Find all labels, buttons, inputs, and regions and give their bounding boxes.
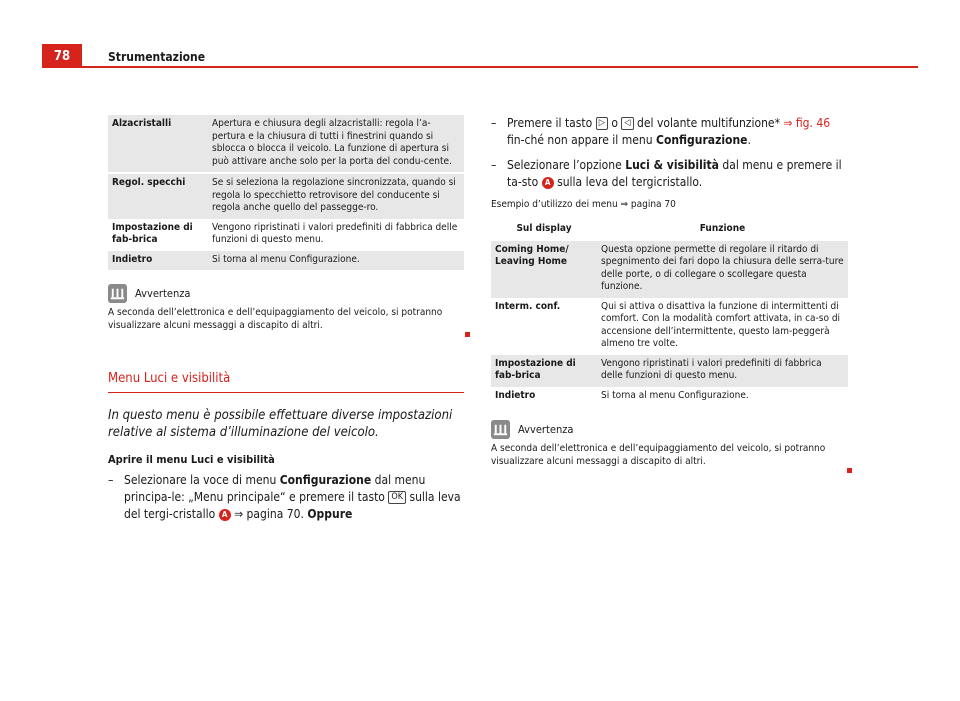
note-icon [491,420,510,439]
row-value: Questa opzione permette di regolare il ritardo di spegnimento dei fari dopo la chiusura delle serra-ture delle porte, o di collegare o scollegare questa funzione. [601,243,844,292]
table-row [491,298,848,355]
ok-key-icon: OK [388,491,406,504]
step-text: sulla leva del tergi-cristallo [124,490,461,521]
figure-link[interactable]: ⇒ fig. 46 [783,116,831,130]
row-value: Si torna al menu Configurazione. [601,389,749,401]
subheading: Aprire il menu Luci e visibilità [108,453,275,466]
left-settings-table [108,115,464,270]
row-value: Vengono ripristinati i valori predefiniti di fabbrica delle funzioni di questo menu. [601,357,822,381]
table-row [108,173,464,219]
row-value: Apertura e chiusura degli alzacristalli: regola l’a-pertura e la chiusura di tutti i finestrini quando si sblocca o blocca il veicolo. La funzione di apertura si può attivare anche solo per la porta del condu-cente. [212,118,452,167]
row-key: Indietro [112,253,153,265]
column-header: Sul display [516,223,572,234]
warning-title: Avvertenza [135,287,191,300]
warning-note [108,284,464,341]
lever-a-badge: A [542,177,554,189]
step-bold: Oppure [307,507,353,521]
row-value: Qui si attiva o disattiva la funzione di intermittenti di comfort. Con la modalità comfort attivata, in ca-so di accensione dell’intermittente, questo lam-peggerà almeno tre volte. [601,300,841,349]
chapter-title: Strumentazione [108,50,206,64]
steps-list [108,472,464,523]
lights-menu-table [491,220,848,406]
step-text: fin-ché non appare il menu [507,133,657,147]
step-bold: Configurazione [656,133,748,147]
table-row [108,115,464,173]
list-item: – Selezionare l’opzione Luci & visibilità dal menu e premere il ta-sto A sulla leva del tergicristallo. [491,158,842,189]
row-value: Vengono ripristinati i valori predefiniti di fabbrica delle funzioni di questo menu. [212,221,458,245]
lever-a-badge: A [219,509,231,521]
row-key: Impostazione di fab-brica [112,221,193,245]
step-text: Selezionare la voce di menu [124,473,280,487]
left-column [108,115,464,531]
step-text: . [747,133,751,147]
step-text: ⇒ pagina 70. [230,507,308,521]
table-row [491,241,848,298]
end-square-icon [465,332,470,337]
warning-text: A seconda dell’elettronica e dell’equipaggiamento del veicolo, si potranno visualizzare alcuni messaggi a discapito di altri. [491,443,826,467]
left-arrow-key-icon: ◁ [621,117,633,130]
step-text: Premere il tasto [507,116,596,130]
note-icon [108,284,127,303]
table-row [491,387,848,407]
step-bold: Configurazione [279,473,372,487]
step-text: sulla leva del tergicristallo. [553,175,703,189]
row-key: Interm. conf. [495,300,561,312]
warning-title: Avvertenza [518,423,574,436]
step-text: dal menu principa-le: „Menu principale“ e premere il tasto [124,473,426,504]
step-text: del volante multifunzione* [633,116,784,130]
row-value: Se si seleziona la regolazione sincronizzata, quando si regola lo specchietto retrovisore del conducente si regola anche quello del passegge-ro. [212,177,456,213]
step-text: Selezionare l’opzione [507,158,626,172]
row-value: Si torna al menu Configurazione. [212,253,360,265]
right-column [491,115,848,477]
step-text: o [607,116,622,130]
table-row [491,355,848,387]
row-key: Regol. specchi [112,177,186,188]
right-arrow-key-icon: ▷ [596,117,608,130]
row-key: Indietro [495,389,536,401]
row-key: Impostazione di fab-brica [495,357,576,381]
section-intro: In questo menu è possibile effettuare diverse impostazioni relative al sistema d’illuminazione del veicolo. [108,408,453,440]
page-number: 78 [42,44,82,68]
column-header: Funzione [699,223,746,234]
end-square-icon [847,468,852,473]
list-item: – Premere il tasto ▷ o ◁ del volante multifunzione* ⇒ fig. 46 fin-ché non appare il menu Configurazione. [491,116,831,147]
table-header-row [491,220,848,241]
section-title: Menu Luci e visibilità [108,371,464,393]
warning-note [491,420,848,477]
table-row [108,219,464,251]
row-key: Alzacristalli [112,118,172,129]
step-text: dal menu e premere il ta-sto [507,158,842,189]
step-bold: Luci & visibilità [625,158,719,172]
list-item: – Selezionare la voce di menu Configurazione dal menu principa-le: „Menu principale“ e premere il tasto OK sulla leva del tergi-cristallo A ⇒ pagina 70. Oppure [108,473,461,521]
table-row [108,251,464,271]
example-reference: Esempio d’utilizzo dei menu ⇒ pagina 70 [491,199,676,210]
row-key: Coming Home/ Leaving Home [495,243,569,267]
header-rule [42,66,918,68]
warning-text: A seconda dell’elettronica e dell’equipaggiamento del veicolo, si potranno visualizzare alcuni messaggi a discapito di altri. [108,307,443,331]
steps-list [491,115,848,191]
